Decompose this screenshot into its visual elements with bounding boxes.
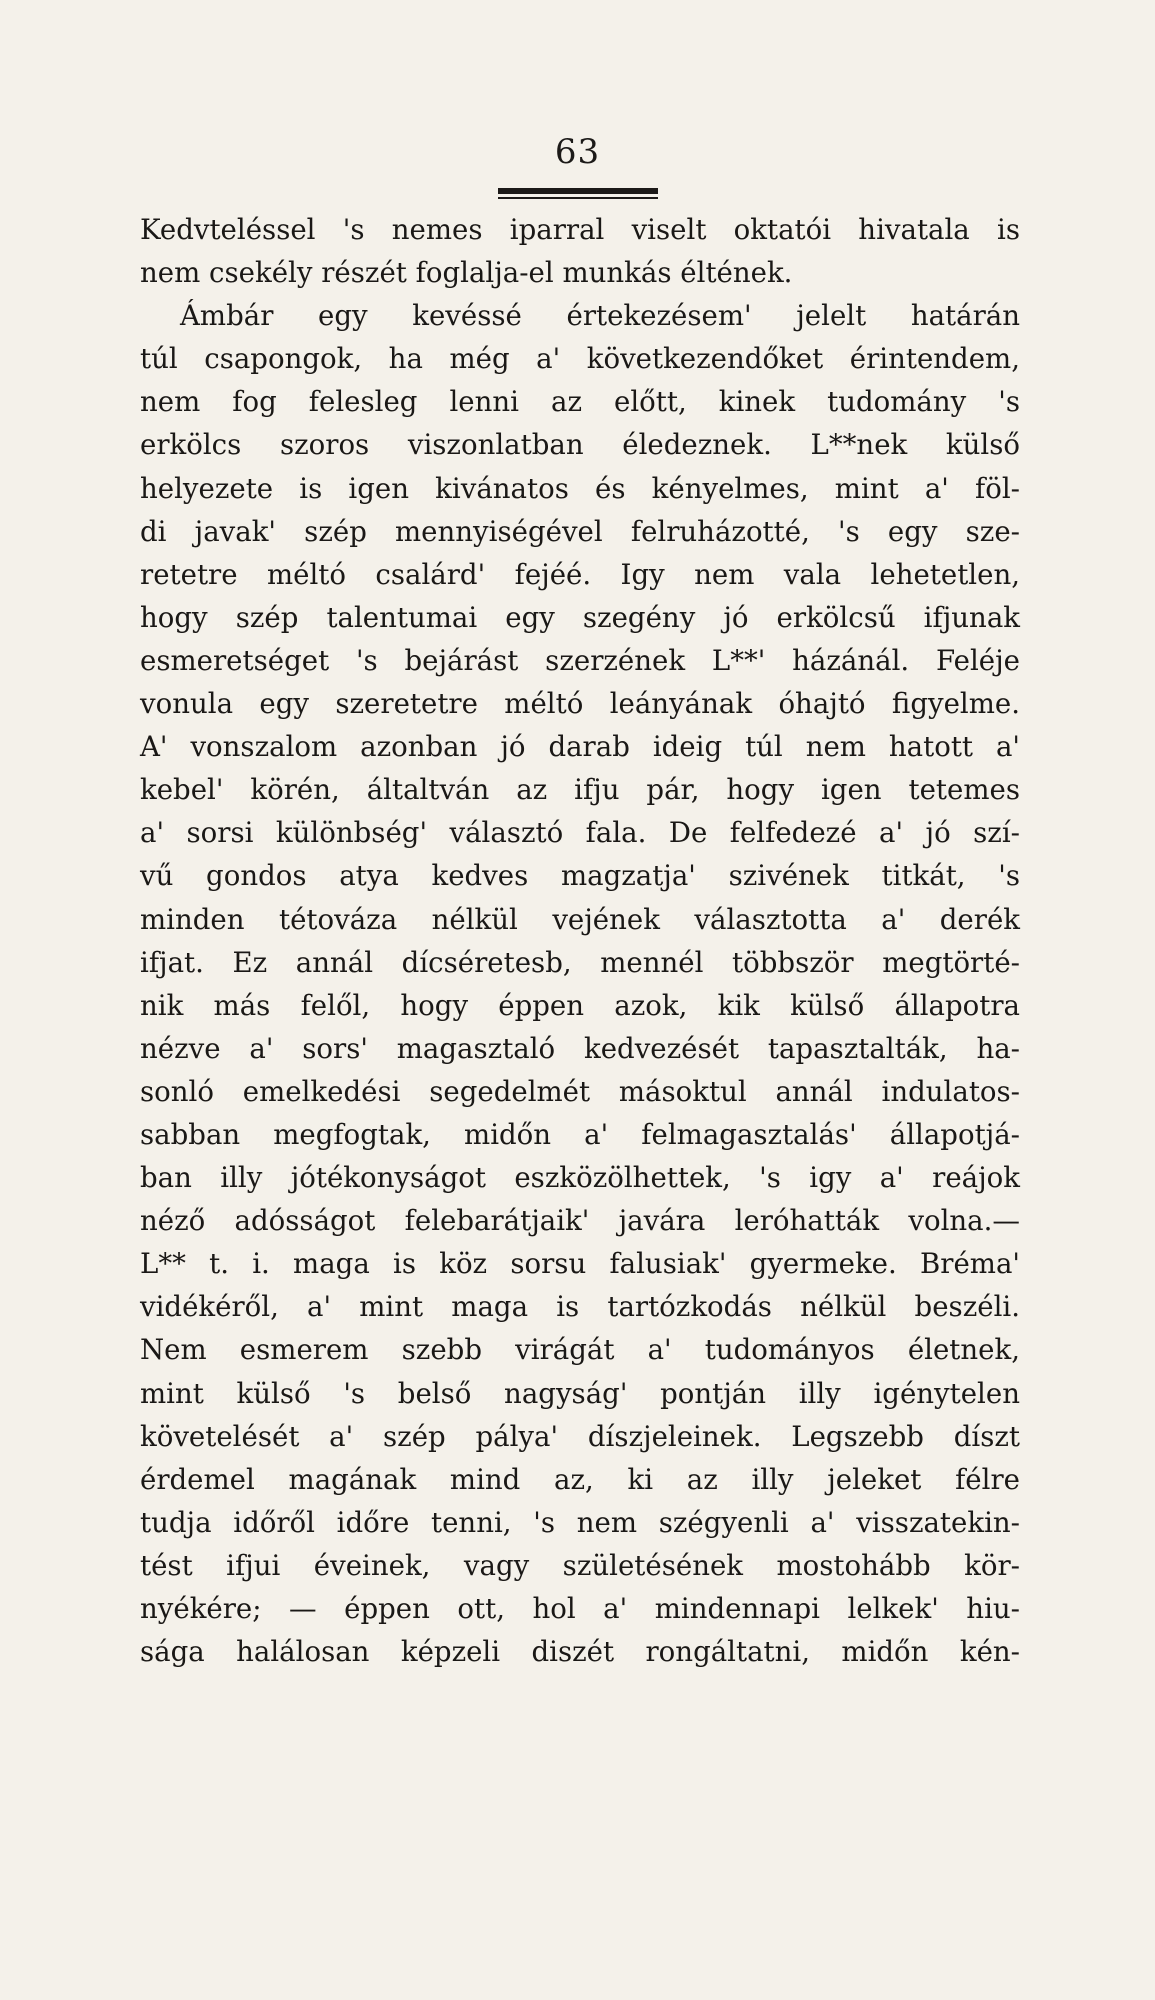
text-line: helyezete is igen kivánatos és kényelmes, mint a' föl- (140, 471, 1020, 505)
text-line: vonula egy szeretetre méltó leányának óhajtó figyelme. (140, 687, 1020, 721)
page-number: 63 (554, 132, 601, 172)
text-line: kebel' körén, általtván az ifju pár, hogy igen tetemes (140, 773, 1020, 807)
text-line: ban illy jótékonyságot eszközölhettek, 's igy a' reájok (140, 1161, 1020, 1195)
text-line: retetre méltó csalárd' fejéé. Igy nem vala lehetetlen, (140, 557, 1020, 591)
text-line: mint külső 's belső nagyság' pontján illy igénytelen (140, 1376, 1020, 1410)
text-line: vidékéről, a' mint maga is tartózkodás nélkül beszéli. (140, 1290, 1020, 1324)
text-line: tést ifjui éveinek, vagy születésének mostohább kör- (140, 1548, 1020, 1582)
header-rule (498, 188, 658, 194)
text-line: vű gondos atya kedves magzatja' szivének titkát, 's (140, 859, 1020, 893)
text-line: érdemel magának mind az, ki az illy jeleket félre (140, 1462, 1020, 1496)
text-line: sabban megfogtak, midőn a' felmagasztalás' állapotjá- (140, 1117, 1020, 1151)
text-line: nik más felől, hogy éppen azok, kik külső állapotra (140, 988, 1020, 1022)
text-line: nem csekély részét foglalja-el munkás éltének. (140, 256, 793, 290)
text-line: di javak' szép mennyiségével felruházotté, 's egy sze- (140, 514, 1020, 548)
text-line: erkölcs szoros viszonlatban éledeznek. L**nek külső (140, 428, 1020, 462)
text-line: ifjat. Ez annál dícséretesb, mennél többször megtörté- (140, 945, 1020, 979)
text-line: nézve a' sors' magasztaló kedvezését tapasztalták, ha- (140, 1031, 1020, 1065)
body-text (140, 208, 1020, 1673)
text-line: Kedvteléssel 's nemes iparral viselt oktatói hivatala is (140, 213, 1020, 246)
text-line: Ámbár egy kevéssé értekezésem' jelelt határán (180, 299, 1020, 333)
text-line: nem fog felesleg lenni az előtt, kinek tudomány 's (140, 385, 1020, 419)
text-line: esmeretséget 's bejárást szerzének L**' házánál. Feléje (140, 643, 1020, 677)
text-line: A' vonszalom azonban jó darab ideig túl nem hatott a' (140, 730, 1020, 764)
text-line: minden tétováza nélkül vejének választotta a' derék (140, 902, 1020, 936)
text-line: hogy szép talentumai egy szegény jó erkölcsű ifjunak (140, 600, 1020, 634)
text-line: Nem esmerem szebb virágát a' tudományos életnek, (140, 1333, 1020, 1367)
text-line: követelését a' szép pálya' díszjeleinek. Legszebb díszt (140, 1419, 1020, 1453)
text-line: sága halálosan képzeli diszét rongáltatni, midőn kén- (140, 1635, 1020, 1669)
text-line: tudja időről időre tenni, 's nem szégyenli a' visszatekin- (140, 1505, 1020, 1539)
text-line: nyékére; — éppen ott, hol a' mindennapi lelkek' hiu- (140, 1592, 1020, 1625)
text-line: L** t. i. maga is köz sorsu falusiak' gyermeke. Bréma' (140, 1247, 1020, 1281)
text-line: néző adósságot felebarátjaik' javára leróhatták volna.— (140, 1204, 1020, 1238)
text-line: a' sorsi különbség' választó fala. De felfedezé a' jó szí- (140, 816, 1020, 850)
text-line: sonló emelkedési segedelmét másoktul annál indulatos- (140, 1074, 1020, 1108)
text-line: túl csapongok, ha még a' következendőket érintendem, (140, 342, 1020, 376)
